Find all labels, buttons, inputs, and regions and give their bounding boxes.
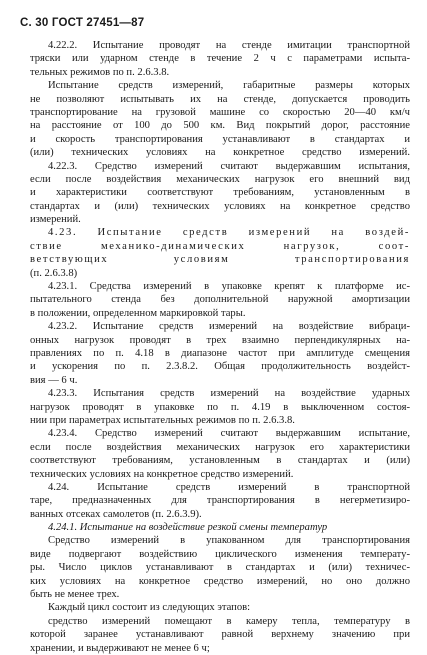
text-line: в положении, определенном маркировкой тары. [30,307,246,319]
text-line: вия — 6 ч. [30,374,78,386]
text-line: измерений. [30,214,81,226]
text-line: онных нагрузок проводят в трех взаимно перпендикулярных на- [30,334,410,346]
text-line: 4.23. Испытание средств измерений на воздей- [48,227,410,239]
text-line: и ускорения по п. 2.3.8.2. Общая продолжительность воздейст- [30,361,410,373]
text-line: если после воздействия механических нагрузок его внешний вид [30,173,410,185]
text-line: если после воздействия механических нагрузок его характеристики [30,441,410,453]
text-line: ры. Число циклов устанавливают в стандартах и (или) техничес- [30,562,410,574]
text-line: транспортирование на грузовой машине со скоростью 20—40 км/ч [30,106,410,118]
text-line: и скорость транспортирования устанавливают в стандартах и [30,133,410,145]
text-line: тельных режимов по п. 2.6.3.8. [30,66,170,78]
page-header: С. 30 ГОСТ 27451—87 [20,17,145,29]
text-line: хранении, и выдерживают не менее 6 ч; [30,642,210,654]
text-line: тряски или ударном стенде в течение 2 ч с параметрами испыта- [30,53,410,65]
text-line: правлениях по п. 4.18 в диапазоне частот при амплитуде смещения [30,347,410,359]
text-line: нагрузок проводят в упаковке по п. 4.19 в выключенном состоя- [30,401,410,413]
text-line: (или) технических условиях на конкретное средство измерений. [30,147,410,159]
text-line: ванных отсеках самолетов (п. 2.6.3.9). [30,508,202,520]
text-line: таре, предназначенных для транспортирования в негерметизиро- [30,495,410,507]
text-line: на расстояние от 100 до 500 км. Вид покрытий дорог, расстояние [30,120,410,132]
text-line: 4.24. Испытание средств измерений в транспортной [48,481,410,493]
text-line: быть не менее трех. [30,589,120,601]
text-line: стандартах и (или) технических условиях на конкретное средство [30,200,410,212]
text-line: средство измерений помещают в камеру тепла, температуру в [48,615,410,627]
text-line: 4.23.1. Средства измерений в упаковке крепят к платформе ис- [48,281,410,293]
text-line: виде подвергают воздействию циклического изменения температу- [30,548,410,560]
text-line: пытательного стенда без дополнительной наружной амортизации [30,294,410,306]
text-line: ствие механико-динамических нагрузок, соот- [30,240,410,252]
text-line: технических условиях на конкретное средство измерений. [30,468,294,480]
document-body [30,39,410,655]
text-line: 4.22.3. Средство измерений считают выдержавшим испытания, [48,160,410,172]
text-line: нии при параметрах испытательных режимов по п. 2.6.3.8. [30,414,295,426]
text-line: ких условиях на конкретное средство измерений, но оно должно [30,575,410,587]
text-line: Средство измерений в упакованном для транспортирования [48,535,410,547]
text-line: 4.23.2. Испытание средств измерений на воздействие вибраци- [48,321,410,333]
text-line: не позволяют испытывать их на стенде, допускается проводить [30,93,410,105]
text-line: и характеристики соответствуют требованиям, установленным в [30,187,410,199]
text-line: (п. 2.6.3.8) [30,267,78,279]
text-line: Испытание средств измерений, габаритные размеры которых [48,80,410,92]
text-line: соответствуют требованиям, установленным в стандартах и (или) [30,455,410,467]
text-line: 4.22.2. Испытание проводят на стенде имитации транспортной [48,40,410,51]
text-line: Каждый цикл состоит из следующих этапов: [48,602,251,614]
text-line: которой заранее устанавливают равной верхнему значению при [30,629,410,641]
text-line: ветствующих условиям транспортирования [30,254,410,266]
text-line: 4.24.1. Испытание на воздействие резкой смены температур [48,522,328,534]
text-line: 4.23.4. Средство измерений считают выдержавшим испытание, [48,428,410,440]
text-line: 4.23.3. Испытания средств измерений на воздействие ударных [48,388,410,400]
